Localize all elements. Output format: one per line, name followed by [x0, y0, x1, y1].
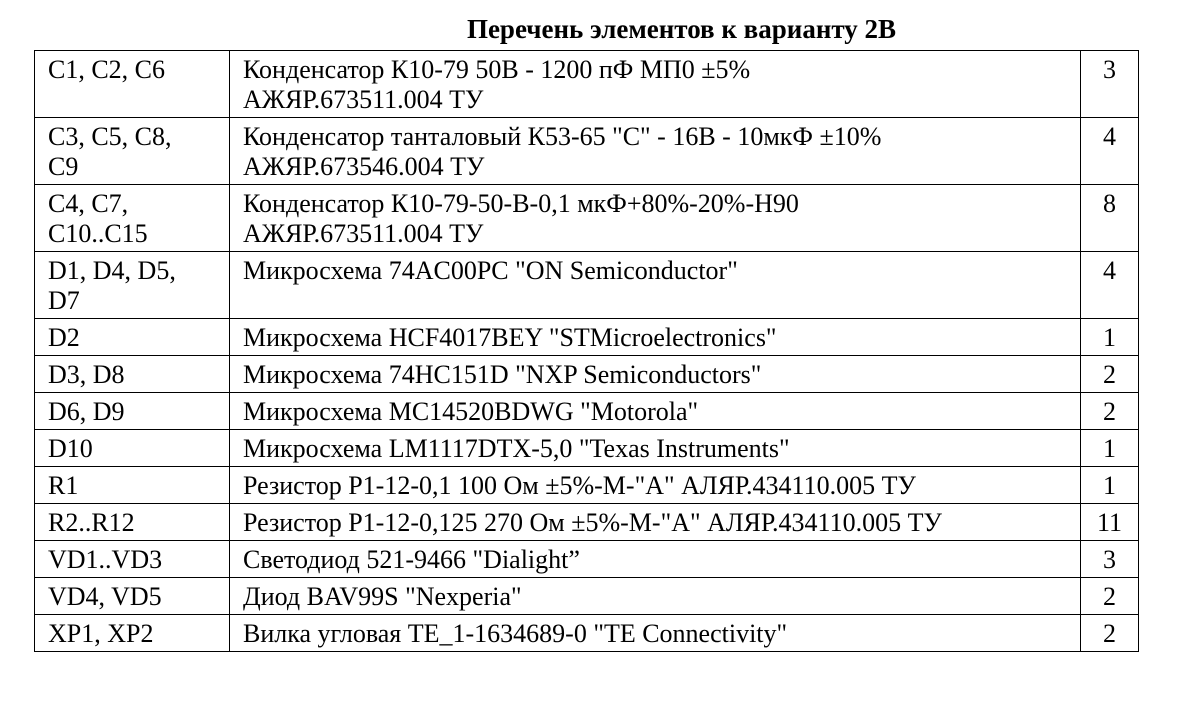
component-name-cell: Микросхема HCF4017BEY "STMicroelectronics": [230, 319, 1081, 356]
component-name-cell: Микросхема 74AC00PC "ON Semiconductor": [230, 252, 1081, 319]
quantity-cell: 8: [1081, 185, 1139, 252]
table-row: [35, 319, 1139, 356]
quantity-cell: 3: [1081, 51, 1139, 118]
table-row: [35, 252, 1139, 319]
component-name-cell: Конденсатор К10-79-50-В-0,1 мкФ+80%-20%-Н90 АЖЯР.673511.004 ТУ: [230, 185, 1081, 252]
designator-cell: R2..R12: [35, 504, 230, 541]
component-name-cell: Микросхема 74HC151D "NXP Semiconductors": [230, 356, 1081, 393]
table-row: [35, 504, 1139, 541]
component-name-cell: Диод BAV99S "Nexperia": [230, 578, 1081, 615]
designator-cell: C4, C7, C10..C15: [35, 185, 230, 252]
quantity-cell: 2: [1081, 393, 1139, 430]
quantity-cell: 4: [1081, 118, 1139, 185]
component-name-cell: Резистор Р1-12-0,125 270 Ом ±5%-М-"А" АЛЯР.434110.005 ТУ: [230, 504, 1081, 541]
quantity-cell: 1: [1081, 319, 1139, 356]
table-row: [35, 118, 1139, 185]
table-row: [35, 467, 1139, 504]
component-name-cell: Конденсатор К10-79 50В - 1200 пФ МП0 ±5% АЖЯР.673511.004 ТУ: [230, 51, 1081, 118]
component-name-cell: Вилка угловая TE_1-1634689-0 "TE Connectivity": [230, 615, 1081, 652]
elements-table: [34, 50, 1139, 652]
designator-cell: C1, C2, C6: [35, 51, 230, 118]
component-name-cell: Светодиод 521-9466 "Dialight”: [230, 541, 1081, 578]
quantity-cell: 1: [1081, 430, 1139, 467]
quantity-cell: 4: [1081, 252, 1139, 319]
quantity-cell: 2: [1081, 578, 1139, 615]
quantity-cell: 2: [1081, 356, 1139, 393]
designator-cell: D2: [35, 319, 230, 356]
designator-cell: VD4, VD5: [35, 578, 230, 615]
designator-cell: C3, C5, C8, C9: [35, 118, 230, 185]
table-row: [35, 185, 1139, 252]
table-row: [35, 430, 1139, 467]
component-name-cell: Конденсатор танталовый К53-65 "С" - 16В - 10мкФ ±10% АЖЯР.673546.004 ТУ: [230, 118, 1081, 185]
quantity-cell: 3: [1081, 541, 1139, 578]
designator-cell: D3, D8: [35, 356, 230, 393]
designator-cell: R1: [35, 467, 230, 504]
designator-cell: VD1..VD3: [35, 541, 230, 578]
designator-cell: D1, D4, D5, D7: [35, 252, 230, 319]
designator-cell: XP1, XP2: [35, 615, 230, 652]
table-row: [35, 393, 1139, 430]
component-name-cell: Микросхема MC14520BDWG "Motorola": [230, 393, 1081, 430]
table-row: [35, 541, 1139, 578]
quantity-cell: 11: [1081, 504, 1139, 541]
table-row: [35, 356, 1139, 393]
component-name-cell: Микросхема LM1117DTX-5,0 "Texas Instruments": [230, 430, 1081, 467]
table-row: [35, 615, 1139, 652]
designator-cell: D10: [35, 430, 230, 467]
quantity-cell: 2: [1081, 615, 1139, 652]
table-row: [35, 578, 1139, 615]
table-row: [35, 51, 1139, 118]
designator-cell: D6, D9: [35, 393, 230, 430]
component-name-cell: Резистор Р1-12-0,1 100 Ом ±5%-М-"А" АЛЯР.434110.005 ТУ: [230, 467, 1081, 504]
document-title: Перечень элементов к варианту 2В: [466, 14, 897, 44]
quantity-cell: 1: [1081, 467, 1139, 504]
